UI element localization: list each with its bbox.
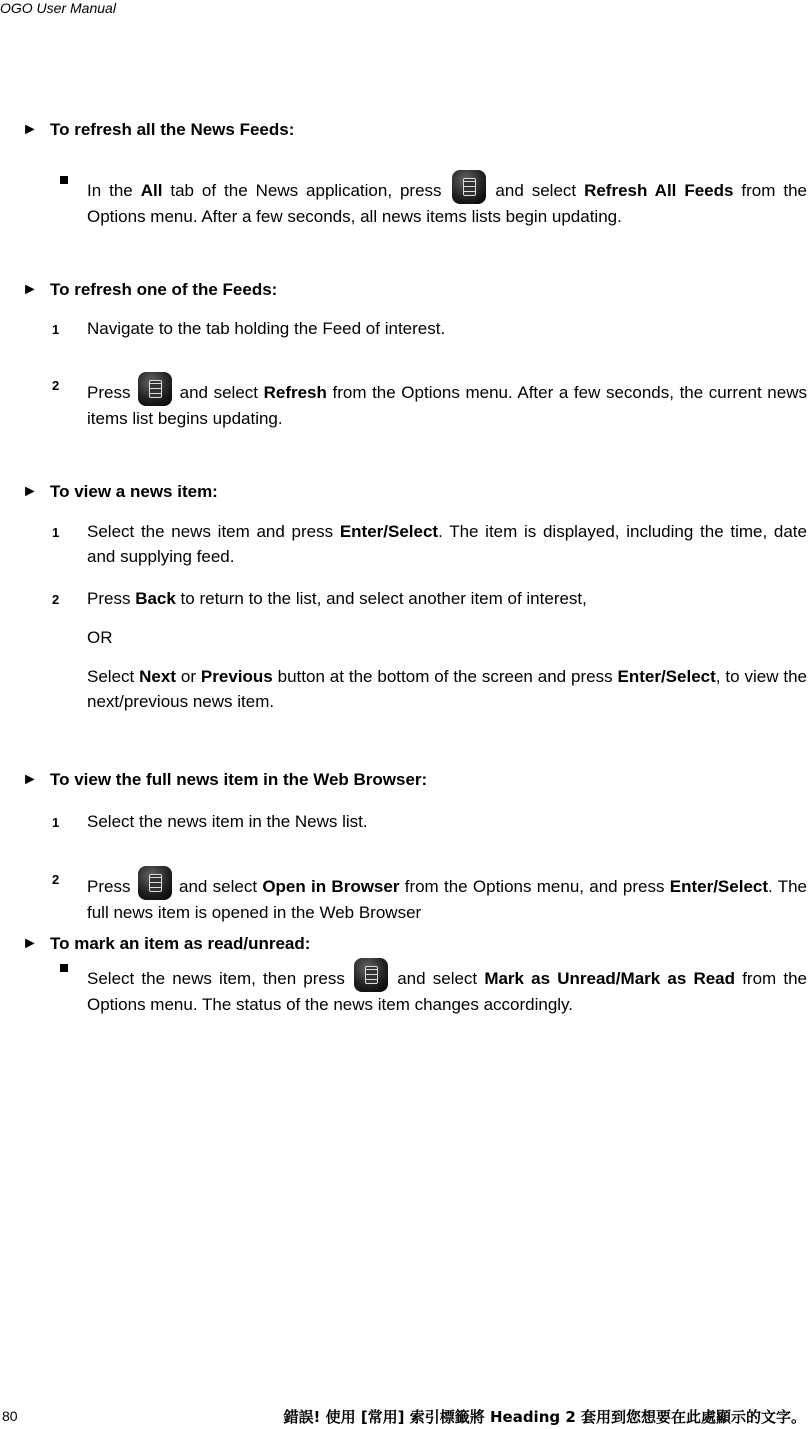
menu-key-icon	[354, 958, 388, 992]
paragraph: Select the news item and press Enter/Select. The item is displayed, including the time, date and supplying feed.	[87, 522, 807, 566]
step-number: 1	[52, 525, 60, 540]
right-arrow-icon: ►	[22, 281, 38, 298]
right-arrow-icon: ►	[22, 771, 38, 788]
section-heading	[22, 934, 310, 954]
paragraph: Press and select Refresh from the Options menu. After a few seconds, the current news items list begins updating.	[87, 372, 807, 431]
step-number: 2	[52, 872, 60, 887]
step-number: 1	[52, 322, 60, 337]
section-heading	[22, 280, 277, 300]
paragraph: Select the news item, then press and select Mark as Unread/Mark as Read from the Options menu. The status of the news item changes accordingly.	[87, 958, 807, 1017]
square-bullet-icon	[60, 964, 68, 972]
paragraph: Select the news item in the News list.	[87, 812, 368, 831]
page-number: 80	[2, 1408, 18, 1424]
step-number: 1	[52, 815, 60, 830]
paragraph: OR	[87, 628, 113, 647]
page-header: OGO User Manual	[0, 0, 116, 16]
menu-key-icon	[452, 170, 486, 204]
paragraph: Press Back to return to the list, and select another item of interest,	[87, 589, 587, 608]
step-number: 2	[52, 378, 60, 393]
section-title: To refresh one of the Feeds:	[50, 280, 278, 299]
section-heading	[22, 482, 218, 502]
square-bullet-icon	[60, 176, 68, 184]
section-heading	[22, 120, 294, 140]
right-arrow-icon: ►	[22, 121, 38, 138]
menu-key-icon	[138, 866, 172, 900]
section-title: To refresh all the News Feeds:	[50, 120, 295, 139]
paragraph: Select Next or Previous button at the bottom of the screen and press Enter/Select, to view the next/previous news item.	[87, 667, 807, 711]
menu-key-icon	[138, 372, 172, 406]
section-title: To view a news item:	[50, 482, 218, 501]
section-title: To view the full news item in the Web Browser:	[50, 770, 428, 789]
right-arrow-icon: ►	[22, 483, 38, 500]
section-heading	[22, 770, 427, 790]
paragraph: In the All tab of the News application, press and select Refresh All Feeds from the Options menu. After a few seconds, all news items lists begin updating.	[87, 170, 807, 229]
step-number: 2	[52, 592, 60, 607]
section-title: To mark an item as read/unread:	[50, 934, 311, 953]
paragraph: Press and select Open in Browser from the Options menu, and press Enter/Select. The full news item is opened in the Web Browser	[87, 866, 807, 925]
right-arrow-icon: ►	[22, 935, 38, 952]
paragraph: Navigate to the tab holding the Feed of interest.	[87, 319, 446, 338]
footer-error-text: 錯誤! 使用 [常用] 索引標籤將 Heading 2 套用到您想要在此處顯示的文字。	[283, 1408, 806, 1426]
